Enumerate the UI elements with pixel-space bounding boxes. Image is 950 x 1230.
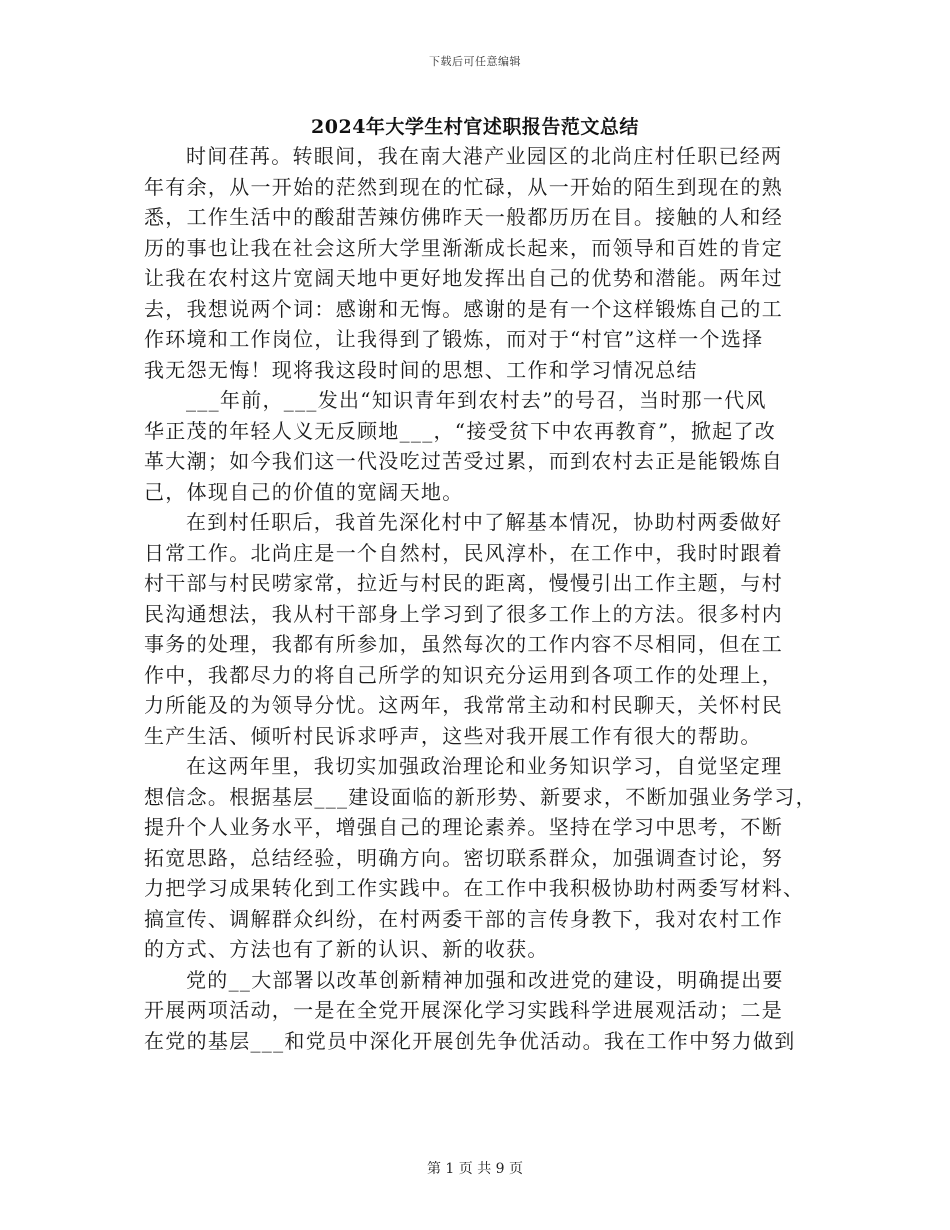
text-line: ___年前，___发出“知识青年到农村去”的号召，当时那一代风 (186, 388, 767, 412)
text-line: 在到村任职后，我首先深化村中了解基本情况，协助村两委做好 (186, 510, 783, 534)
text-line: 搞宣传、调解群众纠纷，在村两委干部的言传身教下，我对农村工作 (144, 906, 783, 931)
paragraph (144, 507, 814, 751)
text-line: 提升个人业务水平，增强自己的理论素养。坚持在学习中思考，不断 (144, 815, 783, 839)
paragraph (144, 965, 814, 1057)
text-line: 时间荏苒。转眼间，我在南大港产业园区的北尚庄村任职已经两 (186, 144, 783, 168)
text-line: 村干部与村民唠家常，拉近与村民的距离，慢慢引出工作主题，与村 (144, 571, 783, 595)
text-line: 生产生活、倾听村民诉求呼声，这些对我开展工作有很大的帮助。 (144, 723, 762, 748)
text-line: 让我在农村这片宽阔天地中更好地发挥出自己的优势和潜能。两年过 (144, 266, 783, 290)
paragraph (144, 141, 814, 385)
text-line: 力所能及的为领导分忧。这两年，我常常主动和村民聊天，关怀村民 (144, 693, 783, 717)
page-header-note: 下载后可任意编辑 (429, 55, 521, 68)
page-number: 第 1 页 共 9 页 (426, 1161, 524, 1177)
text-line: 党的__大部署以改革创新精神加强和改进党的建设，明确提出要 (186, 967, 784, 992)
text-line: 革大潮；如今我们这一代没吃过苦受过累，而到农村去正是能锻炼自 (144, 449, 783, 473)
text-line: 华正茂的年轻人义无反顾地___，“接受贫下中农再教育”，掀起了改 (144, 418, 777, 443)
paragraph (144, 751, 817, 965)
text-line: 作中，我都尽力的将自己所学的知识充分运用到各项工作的处理上， (144, 662, 783, 687)
text-line: 民沟通想法，我从村干部身上学习到了很多工作上的方法。很多村内 (144, 601, 783, 626)
text-line: 我无怨无悔！现将我这段时间的思想、工作和学习情况总结 (144, 357, 698, 382)
text-line: 开展两项活动，一是在全党开展深化学习实践科学进展观活动；二是 (144, 998, 783, 1022)
text-line: 在党的基层___和党员中深化开展创先争优活动。我在工作中努力做到 (144, 1028, 796, 1053)
text-line: 在这两年里，我切实加强政治理论和业务知识学习，自觉坚定理 (186, 754, 783, 778)
text-line: 的方式、方法也有了新的认识、新的收获。 (144, 937, 549, 961)
document-body (144, 141, 817, 1056)
text-line: 日常工作。北尚庄是一个自然村，民风淳朴，在工作中，我时时跟着 (144, 540, 783, 565)
text-line: 想信念。根据基层___建设面临的新形势、新要求，不断加强业务学习， (144, 784, 817, 809)
text-line: 拓宽思路，总结经验，明确方向。密切联系群众，加强调查讨论，努 (144, 845, 783, 870)
text-line: 力把学习成果转化到工作实践中。在工作中我积极协助村两委写材料、 (144, 876, 805, 900)
text-line: 去，我想说两个词：感谢和无悔。感谢的是有一个这样锻炼自己的工 (144, 296, 783, 321)
document-title: 2024年大学生村官述职报告范文总结 (311, 116, 639, 138)
text-line: 己，体现自己的价值的宽阔天地。 (144, 479, 464, 504)
text-line: 事务的处理，我都有所参加，虽然每次的工作内容不尽相同，但在工 (144, 632, 783, 656)
text-line: 历的事也让我在社会这所大学里渐渐成长起来，而领导和百姓的肯定 (144, 235, 783, 260)
text-line: 年有余，从一开始的茫然到现在的忙碌，从一开始的陌生到现在的熟 (144, 174, 783, 199)
paragraph (144, 385, 814, 507)
text-line: 悉，工作生活中的酸甜苦辣仿佛昨天一般都历历在目。接触的人和经 (144, 205, 783, 229)
text-line: 作环境和工作岗位，让我得到了锻炼，而对于“村官”这样一个选择 (144, 327, 764, 351)
